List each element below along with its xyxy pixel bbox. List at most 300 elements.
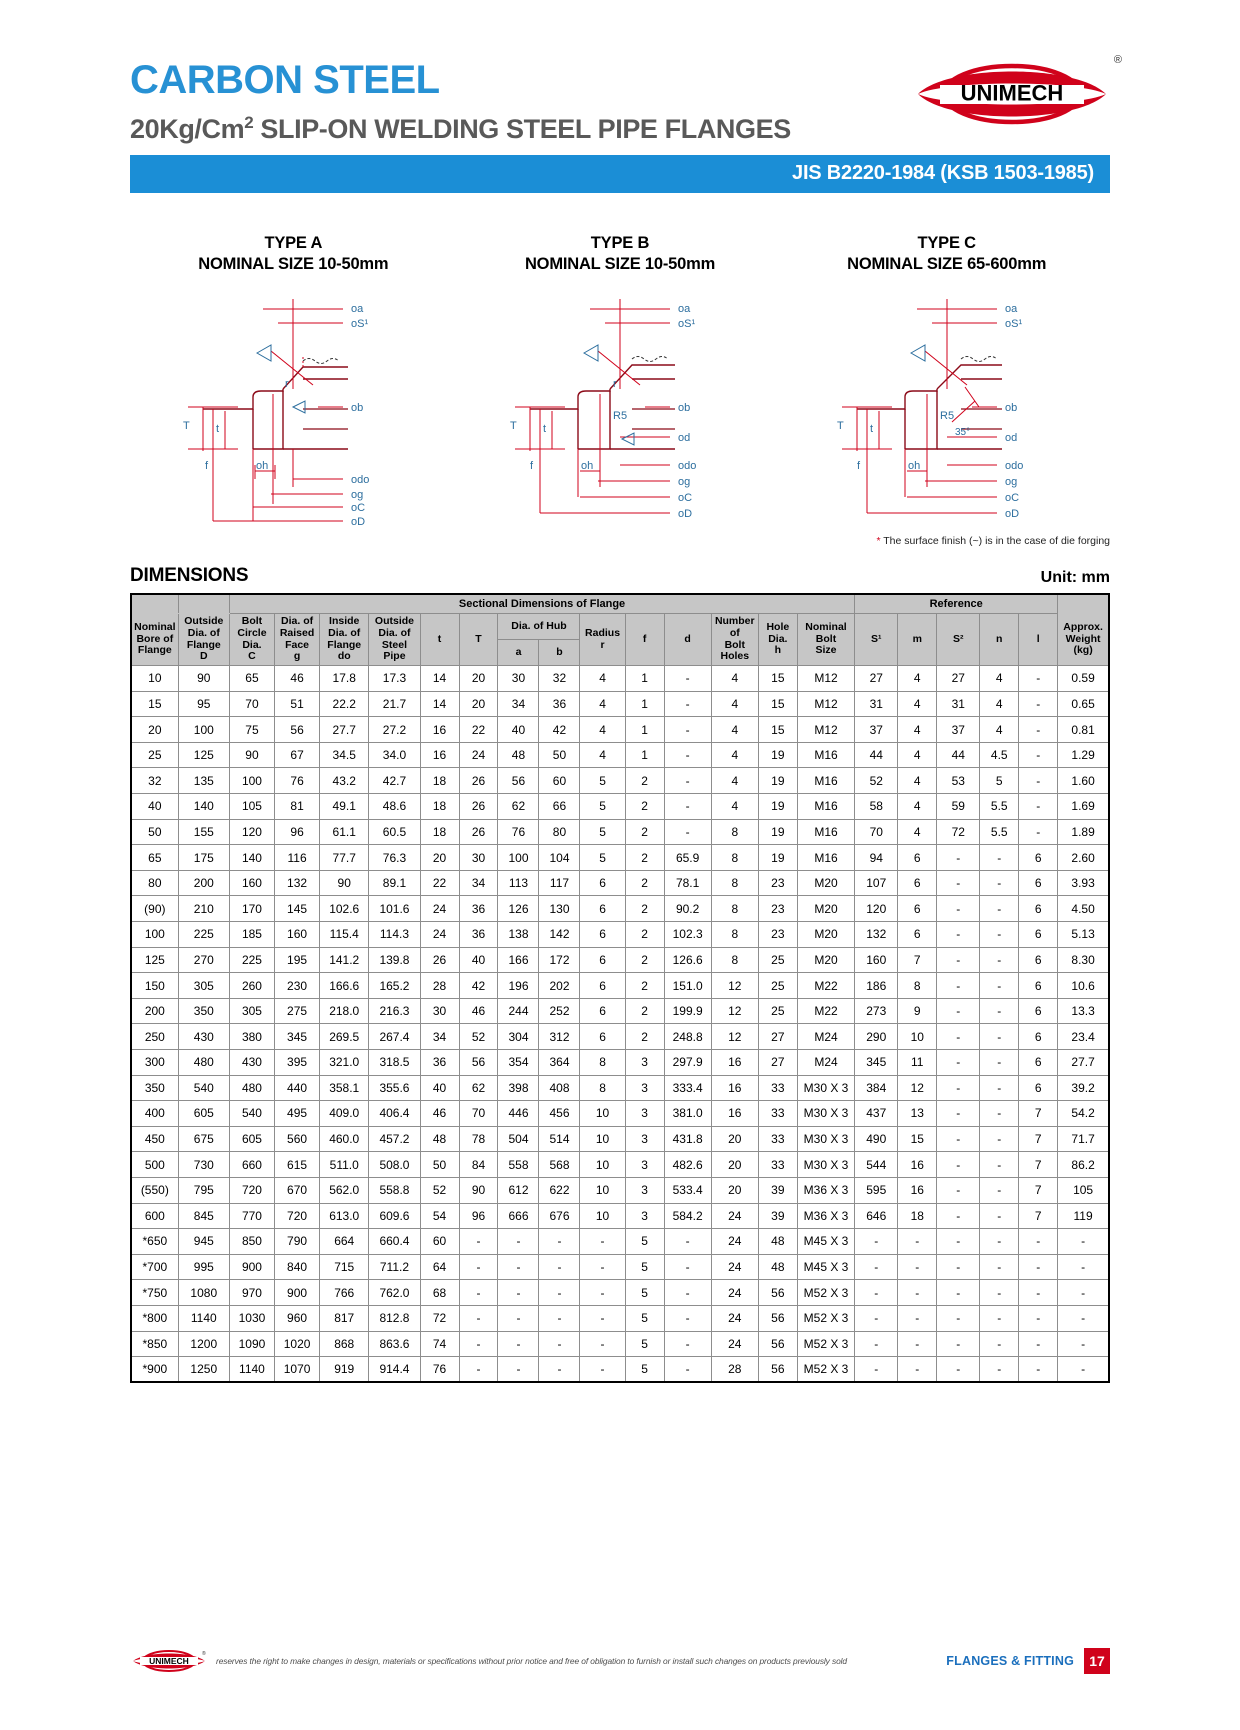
cell-hub_b: 364 xyxy=(539,1050,580,1076)
cell-n: - xyxy=(980,998,1019,1024)
cell-num_bolt_holes: 12 xyxy=(711,998,758,1024)
cell-m: 18 xyxy=(898,1203,937,1229)
cell-bolt_circle: 1090 xyxy=(229,1331,274,1357)
cell-t: 30 xyxy=(420,998,459,1024)
cell-t: 14 xyxy=(420,691,459,717)
cell-hole_dia: 19 xyxy=(758,819,797,845)
cell-T: 26 xyxy=(459,768,498,794)
cell-T: 30 xyxy=(459,845,498,871)
cell-bolt_circle: 140 xyxy=(229,845,274,871)
table-row xyxy=(131,1075,1109,1101)
cell-outside_dia_pipe: 27.2 xyxy=(369,717,420,743)
cell-S2: 31 xyxy=(937,691,980,717)
diagram-type-b xyxy=(457,233,784,528)
cell-n: 4 xyxy=(980,717,1019,743)
cell-hub_b: 32 xyxy=(539,666,580,692)
cell-t: 20 xyxy=(420,845,459,871)
cell-n: 4 xyxy=(980,691,1019,717)
cell-n: - xyxy=(980,1357,1019,1383)
cell-hub_b: 622 xyxy=(539,1177,580,1203)
cell-radius: 5 xyxy=(580,768,625,794)
diagram-c-title-line1: TYPE C xyxy=(917,234,976,253)
cell-outside_dia_pipe: 34.0 xyxy=(369,742,420,768)
cell-S1: 595 xyxy=(855,1177,898,1203)
cell-m: 11 xyxy=(898,1050,937,1076)
cell-m: 9 xyxy=(898,998,937,1024)
cell-outside_dia_pipe: 457.2 xyxy=(369,1126,420,1152)
col-outside-dia-pipe-label: Outside Dia. of Steel Pipe xyxy=(374,615,414,663)
cell-hub_b: 676 xyxy=(539,1203,580,1229)
footer-disclaimer: reserves the right to make changes in design, materials or specifications without prior notice and free of obligation to furnish or install such changes on products previously sold xyxy=(216,1656,847,1666)
cell-t: 50 xyxy=(420,1152,459,1178)
cell-S2: - xyxy=(937,870,980,896)
label-ob: ob xyxy=(678,401,691,414)
cell-bolt_size: M22 xyxy=(797,998,854,1024)
cell-S1: - xyxy=(855,1229,898,1255)
cell-raised_face: 145 xyxy=(275,896,320,922)
table-row xyxy=(131,819,1109,845)
cell-raised_face: 76 xyxy=(275,768,320,794)
cell-hole_dia: 27 xyxy=(758,1024,797,1050)
cell-l: - xyxy=(1019,768,1058,794)
col-hole-dia-label: Hole Dia. h xyxy=(766,620,790,657)
cell-nominal_bore: 350 xyxy=(131,1075,178,1101)
cell-weight: 4.50 xyxy=(1058,896,1109,922)
cell-raised_face: 96 xyxy=(275,819,320,845)
cell-outside_dia_pipe: 76.3 xyxy=(369,845,420,871)
logo-graphic xyxy=(912,58,1112,130)
cell-hub_a: 113 xyxy=(498,870,539,896)
cell-S1: 646 xyxy=(855,1203,898,1229)
cell-n: - xyxy=(980,870,1019,896)
cell-weight: 119 xyxy=(1058,1203,1109,1229)
cell-T: 52 xyxy=(459,1024,498,1050)
cell-S2: 72 xyxy=(937,819,980,845)
table-row xyxy=(131,768,1109,794)
cell-S1: - xyxy=(855,1357,898,1383)
cell-radius: 4 xyxy=(580,717,625,743)
table-row xyxy=(131,922,1109,948)
cell-nominal_bore: (90) xyxy=(131,896,178,922)
cell-d: 584.2 xyxy=(664,1203,711,1229)
cell-m: 13 xyxy=(898,1101,937,1127)
label-oh: oh xyxy=(256,459,269,472)
cell-S2: - xyxy=(937,1152,980,1178)
label-oa: oa xyxy=(678,302,691,315)
col-hub-b: b xyxy=(539,640,580,666)
cell-d: 65.9 xyxy=(664,845,711,871)
cell-outside_dia_flange: 270 xyxy=(178,947,229,973)
cell-m: 8 xyxy=(898,973,937,999)
cell-outside_dia_flange: 135 xyxy=(178,768,229,794)
cell-bolt_circle: 605 xyxy=(229,1126,274,1152)
col-weight xyxy=(1058,614,1109,666)
label-f: f xyxy=(205,459,209,472)
cell-T: 20 xyxy=(459,666,498,692)
cell-d: 297.9 xyxy=(664,1050,711,1076)
cell-outside_dia_flange: 200 xyxy=(178,870,229,896)
cell-n: - xyxy=(980,1305,1019,1331)
cell-S2: - xyxy=(937,1101,980,1127)
cell-outside_dia_pipe: 139.8 xyxy=(369,947,420,973)
cell-num_bolt_holes: 4 xyxy=(711,666,758,692)
cell-radius: 5 xyxy=(580,794,625,820)
cell-raised_face: 395 xyxy=(275,1050,320,1076)
cell-weight: 71.7 xyxy=(1058,1126,1109,1152)
cell-S1: 290 xyxy=(855,1024,898,1050)
cell-outside_dia_flange: 1200 xyxy=(178,1331,229,1357)
cell-hub_b: 50 xyxy=(539,742,580,768)
cell-bolt_size: M24 xyxy=(797,1024,854,1050)
cell-nominal_bore: 80 xyxy=(131,870,178,896)
cell-S1: 94 xyxy=(855,845,898,871)
cell-outside_dia_pipe: 216.3 xyxy=(369,998,420,1024)
cell-nominal_bore: 150 xyxy=(131,973,178,999)
col-hole-dia xyxy=(758,614,797,666)
cell-t: 18 xyxy=(420,794,459,820)
cell-bolt_circle: 90 xyxy=(229,742,274,768)
cell-T: 84 xyxy=(459,1152,498,1178)
cell-raised_face: 51 xyxy=(275,691,320,717)
cell-S1: 160 xyxy=(855,947,898,973)
cell-radius: 6 xyxy=(580,998,625,1024)
cell-l: 6 xyxy=(1019,896,1058,922)
cell-n: - xyxy=(980,845,1019,871)
flange-drawing-c xyxy=(797,289,1097,529)
cell-l: 6 xyxy=(1019,998,1058,1024)
cell-bolt_circle: 65 xyxy=(229,666,274,692)
cell-outside_dia_pipe: 114.3 xyxy=(369,922,420,948)
col-bolt-circle-label: Bolt Circle Dia. C xyxy=(237,615,267,663)
cell-weight: 0.65 xyxy=(1058,691,1109,717)
cell-bolt_circle: 75 xyxy=(229,717,274,743)
cell-outside_dia_pipe: 165.2 xyxy=(369,973,420,999)
cell-hole_dia: 19 xyxy=(758,794,797,820)
cell-outside_dia_flange: 225 xyxy=(178,922,229,948)
cell-bolt_size: M12 xyxy=(797,717,854,743)
cell-hub_b: - xyxy=(539,1357,580,1383)
diagram-c-title-line2: NOMINAL SIZE 65-600mm xyxy=(847,254,1047,273)
cell-T: - xyxy=(459,1280,498,1306)
cell-n: - xyxy=(980,1152,1019,1178)
cell-raised_face: 345 xyxy=(275,1024,320,1050)
cell-weight: 13.3 xyxy=(1058,998,1109,1024)
cell-bolt_size: M20 xyxy=(797,870,854,896)
cell-S1: 31 xyxy=(855,691,898,717)
cell-hole_dia: 23 xyxy=(758,870,797,896)
cell-outside_dia_pipe: 406.4 xyxy=(369,1101,420,1127)
footer-right xyxy=(946,1648,1110,1674)
cell-radius: 5 xyxy=(580,819,625,845)
cell-n: - xyxy=(980,973,1019,999)
cell-bolt_circle: 185 xyxy=(229,922,274,948)
cell-outside_dia_flange: 175 xyxy=(178,845,229,871)
cell-n: 4.5 xyxy=(980,742,1019,768)
cell-S2: - xyxy=(937,922,980,948)
cell-t: 14 xyxy=(420,666,459,692)
cell-hole_dia: 19 xyxy=(758,845,797,871)
cell-inside_dia_flange: 664 xyxy=(320,1229,369,1255)
cell-num_bolt_holes: 16 xyxy=(711,1075,758,1101)
cell-num_bolt_holes: 4 xyxy=(711,691,758,717)
cell-f: 2 xyxy=(625,1024,664,1050)
cell-S1: - xyxy=(855,1331,898,1357)
cell-bolt_size: M22 xyxy=(797,973,854,999)
cell-S1: 345 xyxy=(855,1050,898,1076)
cell-l: 6 xyxy=(1019,973,1058,999)
cell-inside_dia_flange: 919 xyxy=(320,1357,369,1383)
col-T-large: T xyxy=(459,614,498,666)
cell-n: - xyxy=(980,1280,1019,1306)
col-hub-a: a xyxy=(498,640,539,666)
cell-radius: - xyxy=(580,1229,625,1255)
cell-hole_dia: 56 xyxy=(758,1280,797,1306)
cell-outside_dia_flange: 730 xyxy=(178,1152,229,1178)
cell-hub_a: - xyxy=(498,1254,539,1280)
cell-f: 2 xyxy=(625,998,664,1024)
cell-f: 2 xyxy=(625,870,664,896)
cell-m: 15 xyxy=(898,1126,937,1152)
cell-T: 56 xyxy=(459,1050,498,1076)
cell-m: - xyxy=(898,1357,937,1383)
cell-n: - xyxy=(980,1254,1019,1280)
cell-d: 333.4 xyxy=(664,1075,711,1101)
cell-radius: - xyxy=(580,1280,625,1306)
cell-T: - xyxy=(459,1331,498,1357)
page-number-badge: 17 xyxy=(1084,1648,1110,1674)
cell-outside_dia_flange: 795 xyxy=(178,1177,229,1203)
cell-hub_a: 446 xyxy=(498,1101,539,1127)
cell-S1: - xyxy=(855,1280,898,1306)
group-header-dia-of-hub: Dia. of Hub xyxy=(498,614,580,640)
cell-num_bolt_holes: 24 xyxy=(711,1203,758,1229)
cell-l: - xyxy=(1019,1280,1058,1306)
cell-t: 60 xyxy=(420,1229,459,1255)
cell-weight: 39.2 xyxy=(1058,1075,1109,1101)
cell-radius: 6 xyxy=(580,922,625,948)
cell-radius: 10 xyxy=(580,1177,625,1203)
cell-weight: 3.93 xyxy=(1058,870,1109,896)
cell-S2: - xyxy=(937,1050,980,1076)
cell-f: 2 xyxy=(625,768,664,794)
table-row xyxy=(131,1101,1109,1127)
label-oc: oC xyxy=(1004,491,1019,504)
cell-l: 7 xyxy=(1019,1126,1058,1152)
cell-bolt_size: M52 X 3 xyxy=(797,1357,854,1383)
diagram-c-labels xyxy=(837,303,1023,520)
cell-t: 34 xyxy=(420,1024,459,1050)
cell-hole_dia: 15 xyxy=(758,691,797,717)
unimech-logo xyxy=(912,54,1122,130)
col-inside-dia-flange xyxy=(320,614,369,666)
cell-f: 3 xyxy=(625,1075,664,1101)
label-od: od xyxy=(1004,431,1017,444)
cell-bolt_size: M52 X 3 xyxy=(797,1280,854,1306)
cell-hub_b: 104 xyxy=(539,845,580,871)
cell-outside_dia_pipe: 42.7 xyxy=(369,768,420,794)
cell-d: - xyxy=(664,1357,711,1383)
cell-hub_a: 100 xyxy=(498,845,539,871)
cell-raised_face: 440 xyxy=(275,1075,320,1101)
cell-l: - xyxy=(1019,819,1058,845)
cell-t: 72 xyxy=(420,1305,459,1331)
subtitle-rest: SLIP-ON WELDING STEEL PIPE FLANGES xyxy=(253,114,791,144)
col-S1: S¹ xyxy=(855,614,898,666)
cell-outside_dia_flange: 430 xyxy=(178,1024,229,1050)
cell-hole_dia: 33 xyxy=(758,1101,797,1127)
cell-radius: 4 xyxy=(580,666,625,692)
label-t: t xyxy=(869,422,873,435)
cell-d: 431.8 xyxy=(664,1126,711,1152)
col-nominal-bore xyxy=(131,614,178,666)
cell-num_bolt_holes: 16 xyxy=(711,1050,758,1076)
cell-inside_dia_flange: 17.8 xyxy=(320,666,369,692)
cell-inside_dia_flange: 321.0 xyxy=(320,1050,369,1076)
cell-hub_a: 244 xyxy=(498,998,539,1024)
label-R5: R5 xyxy=(613,409,628,422)
cell-S2: - xyxy=(937,1075,980,1101)
diagram-c-title xyxy=(783,233,1110,274)
cell-f: 2 xyxy=(625,922,664,948)
cell-bolt_circle: 660 xyxy=(229,1152,274,1178)
table-row xyxy=(131,1024,1109,1050)
cell-bolt_circle: 540 xyxy=(229,1101,274,1127)
cell-outside_dia_flange: 605 xyxy=(178,1101,229,1127)
cell-t: 18 xyxy=(420,768,459,794)
cell-n: - xyxy=(980,896,1019,922)
cell-hub_b: - xyxy=(539,1305,580,1331)
cell-S2: - xyxy=(937,998,980,1024)
cell-radius: - xyxy=(580,1305,625,1331)
cell-d: - xyxy=(664,1331,711,1357)
cell-m: 4 xyxy=(898,794,937,820)
cell-t: 22 xyxy=(420,870,459,896)
cell-radius: 10 xyxy=(580,1126,625,1152)
cell-S1: 107 xyxy=(855,870,898,896)
cell-t: 46 xyxy=(420,1101,459,1127)
cell-l: - xyxy=(1019,717,1058,743)
cell-outside_dia_pipe: 60.5 xyxy=(369,819,420,845)
diagram-b-title-line1: TYPE B xyxy=(590,234,650,253)
cell-bolt_size: M16 xyxy=(797,742,854,768)
cell-nominal_bore: 10 xyxy=(131,666,178,692)
cell-weight: 1.60 xyxy=(1058,768,1109,794)
cell-S2: - xyxy=(937,1280,980,1306)
cell-num_bolt_holes: 20 xyxy=(711,1126,758,1152)
cell-t: 64 xyxy=(420,1254,459,1280)
cell-raised_face: 116 xyxy=(275,845,320,871)
cell-bolt_circle: 260 xyxy=(229,973,274,999)
cell-radius: 6 xyxy=(580,1024,625,1050)
cell-hole_dia: 23 xyxy=(758,922,797,948)
cell-nominal_bore: 300 xyxy=(131,1050,178,1076)
cell-inside_dia_flange: 141.2 xyxy=(320,947,369,973)
cell-nominal_bore: 600 xyxy=(131,1203,178,1229)
cell-raised_face: 900 xyxy=(275,1280,320,1306)
cell-hub_a: 354 xyxy=(498,1050,539,1076)
cell-S1: 384 xyxy=(855,1075,898,1101)
cell-bolt_circle: 105 xyxy=(229,794,274,820)
cell-d: 102.3 xyxy=(664,922,711,948)
table-head xyxy=(131,594,1109,666)
table-row xyxy=(131,1050,1109,1076)
cell-raised_face: 560 xyxy=(275,1126,320,1152)
cell-raised_face: 230 xyxy=(275,973,320,999)
cell-outside_dia_flange: 155 xyxy=(178,819,229,845)
flange-drawing-a xyxy=(143,289,443,529)
cell-d: 381.0 xyxy=(664,1101,711,1127)
cell-weight: 86.2 xyxy=(1058,1152,1109,1178)
label-odo: odo xyxy=(1004,459,1024,472)
cell-inside_dia_flange: 868 xyxy=(320,1331,369,1357)
cell-nominal_bore: 125 xyxy=(131,947,178,973)
col-m: m xyxy=(898,614,937,666)
cell-weight: 1.69 xyxy=(1058,794,1109,820)
table-row xyxy=(131,1305,1109,1331)
cell-num_bolt_holes: 8 xyxy=(711,922,758,948)
cell-hub_a: 398 xyxy=(498,1075,539,1101)
cell-S1: 544 xyxy=(855,1152,898,1178)
cell-radius: 6 xyxy=(580,870,625,896)
cell-weight: 105 xyxy=(1058,1177,1109,1203)
cell-outside_dia_flange: 305 xyxy=(178,973,229,999)
cell-inside_dia_flange: 77.7 xyxy=(320,845,369,871)
cell-hub_a: 304 xyxy=(498,1024,539,1050)
col-radius-label: Radius r xyxy=(585,626,621,651)
cell-hub_a: 56 xyxy=(498,768,539,794)
cell-d: - xyxy=(664,794,711,820)
cell-outside_dia_pipe: 101.6 xyxy=(369,896,420,922)
cell-num_bolt_holes: 12 xyxy=(711,973,758,999)
cell-nominal_bore: 400 xyxy=(131,1101,178,1127)
table-group-row xyxy=(131,594,1109,614)
cell-bolt_circle: 380 xyxy=(229,1024,274,1050)
col-radius xyxy=(580,614,625,666)
cell-num_bolt_holes: 24 xyxy=(711,1280,758,1306)
cell-inside_dia_flange: 43.2 xyxy=(320,768,369,794)
cell-num_bolt_holes: 4 xyxy=(711,794,758,820)
cell-f: 1 xyxy=(625,717,664,743)
cell-n: - xyxy=(980,1024,1019,1050)
cell-nominal_bore: 40 xyxy=(131,794,178,820)
col-outside-dia-flange-label: Outside Dia. of Flange D xyxy=(184,615,224,663)
cell-num_bolt_holes: 24 xyxy=(711,1229,758,1255)
cell-bolt_circle: 480 xyxy=(229,1075,274,1101)
table-row xyxy=(131,742,1109,768)
col-l: l xyxy=(1019,614,1058,666)
cell-nominal_bore: *650 xyxy=(131,1229,178,1255)
label-r: r xyxy=(285,377,289,390)
cell-hub_b: - xyxy=(539,1254,580,1280)
cell-weight: 54.2 xyxy=(1058,1101,1109,1127)
cell-bolt_size: M36 X 3 xyxy=(797,1177,854,1203)
cell-t: 24 xyxy=(420,896,459,922)
svg-text:UNIMECH: UNIMECH xyxy=(960,80,1064,106)
cell-n: 4 xyxy=(980,666,1019,692)
cell-weight: 2.60 xyxy=(1058,845,1109,871)
cell-S1: 273 xyxy=(855,998,898,1024)
cell-bolt_size: M20 xyxy=(797,896,854,922)
cell-hub_a: 40 xyxy=(498,717,539,743)
cell-radius: - xyxy=(580,1357,625,1383)
cell-hub_a: - xyxy=(498,1305,539,1331)
cell-inside_dia_flange: 409.0 xyxy=(320,1101,369,1127)
cell-hub_a: - xyxy=(498,1229,539,1255)
cell-hub_a: 138 xyxy=(498,922,539,948)
cell-radius: - xyxy=(580,1331,625,1357)
cell-l: - xyxy=(1019,1331,1058,1357)
diagram-a-title-line1: TYPE A xyxy=(264,234,323,253)
